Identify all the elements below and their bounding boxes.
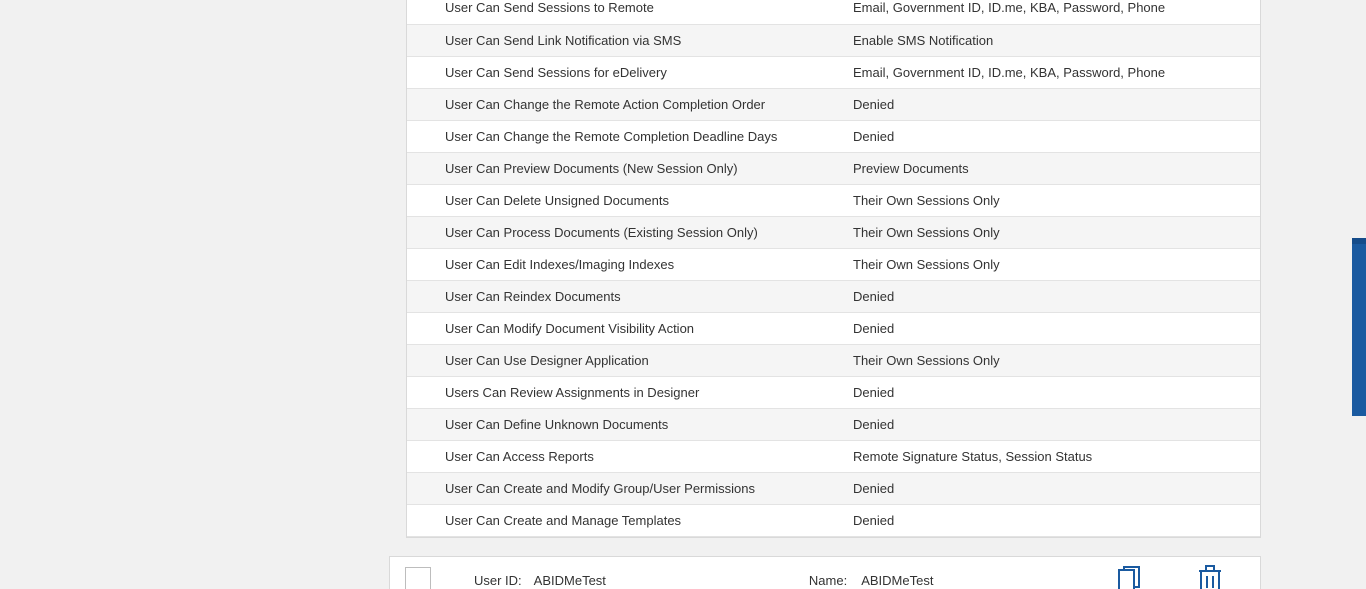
user-id-label: User ID:: [474, 572, 522, 588]
permissions-panel: [406, 0, 1261, 538]
permissions-table: [407, 0, 1260, 537]
name-value: ABIDMeTest: [861, 572, 934, 588]
permission-label: User Can Send Sessions for eDelivery: [407, 56, 845, 88]
permission-label: User Can Modify Document Visibility Action: [407, 312, 845, 344]
permission-value: Denied: [845, 472, 1260, 504]
user-row[interactable]: [389, 556, 1261, 589]
permission-label: User Can Change the Remote Completion Deadline Days: [407, 120, 845, 152]
permission-value: Their Own Sessions Only: [845, 344, 1260, 376]
permission-label: User Can Process Documents (Existing Session Only): [407, 216, 845, 248]
permission-label: User Can Send Sessions to Remote: [407, 0, 845, 24]
permission-label: User Can Access Reports: [407, 440, 845, 472]
table-row[interactable]: [407, 120, 1260, 152]
copy-icon[interactable]: [1116, 565, 1144, 589]
table-row[interactable]: [407, 504, 1260, 536]
row-actions: [1116, 565, 1260, 589]
permission-value: Enable SMS Notification: [845, 24, 1260, 56]
table-row[interactable]: [407, 440, 1260, 472]
permission-label: User Can Reindex Documents: [407, 280, 845, 312]
user-id-value: ABIDMeTest: [533, 572, 606, 588]
user-select-checkbox[interactable]: [405, 567, 431, 589]
name-label: Name:: [808, 572, 848, 588]
permission-value: Their Own Sessions Only: [845, 216, 1260, 248]
permission-value: Their Own Sessions Only: [845, 248, 1260, 280]
permission-value: Preview Documents: [845, 152, 1260, 184]
permission-value: Email, Government ID, ID.me, KBA, Password, Phone: [845, 56, 1260, 88]
table-row[interactable]: [407, 56, 1260, 88]
permission-label: User Can Preview Documents (New Session Only): [407, 152, 845, 184]
scrollbar-thumb[interactable]: [1352, 238, 1366, 416]
permission-value: Remote Signature Status, Session Status: [845, 440, 1260, 472]
permission-label: User Can Create and Modify Group/User Permissions: [407, 472, 845, 504]
table-row[interactable]: [407, 344, 1260, 376]
permissions-table-body: [407, 0, 1260, 536]
permission-label: User Can Delete Unsigned Documents: [407, 184, 845, 216]
permission-label: User Can Create and Manage Templates: [407, 504, 845, 536]
permission-label: User Can Define Unknown Documents: [407, 408, 845, 440]
table-row[interactable]: [407, 0, 1260, 24]
permission-value: Email, Government ID, ID.me, KBA, Password, Phone: [845, 0, 1260, 24]
permission-label: User Can Use Designer Application: [407, 344, 845, 376]
table-row[interactable]: [407, 472, 1260, 504]
table-row[interactable]: [407, 24, 1260, 56]
permission-label: Users Can Review Assignments in Designer: [407, 376, 845, 408]
table-row[interactable]: [407, 408, 1260, 440]
permission-value: Denied: [845, 88, 1260, 120]
permission-label: User Can Change the Remote Action Completion Order: [407, 88, 845, 120]
table-row[interactable]: [407, 376, 1260, 408]
table-row[interactable]: [407, 88, 1260, 120]
permission-value: Denied: [845, 280, 1260, 312]
permission-value: Denied: [845, 312, 1260, 344]
permission-value: Denied: [845, 408, 1260, 440]
table-row[interactable]: [407, 216, 1260, 248]
permission-value: Denied: [845, 504, 1260, 536]
table-row[interactable]: [407, 248, 1260, 280]
table-row[interactable]: [407, 280, 1260, 312]
table-row[interactable]: [407, 312, 1260, 344]
table-row[interactable]: [407, 152, 1260, 184]
permission-value: Denied: [845, 376, 1260, 408]
table-row[interactable]: [407, 184, 1260, 216]
permission-value: Their Own Sessions Only: [845, 184, 1260, 216]
permission-label: User Can Edit Indexes/Imaging Indexes: [407, 248, 845, 280]
scrollbar-thumb-cap: [1352, 238, 1366, 244]
trash-icon[interactable]: [1196, 565, 1224, 589]
permission-value: Denied: [845, 120, 1260, 152]
permission-label: User Can Send Link Notification via SMS: [407, 24, 845, 56]
